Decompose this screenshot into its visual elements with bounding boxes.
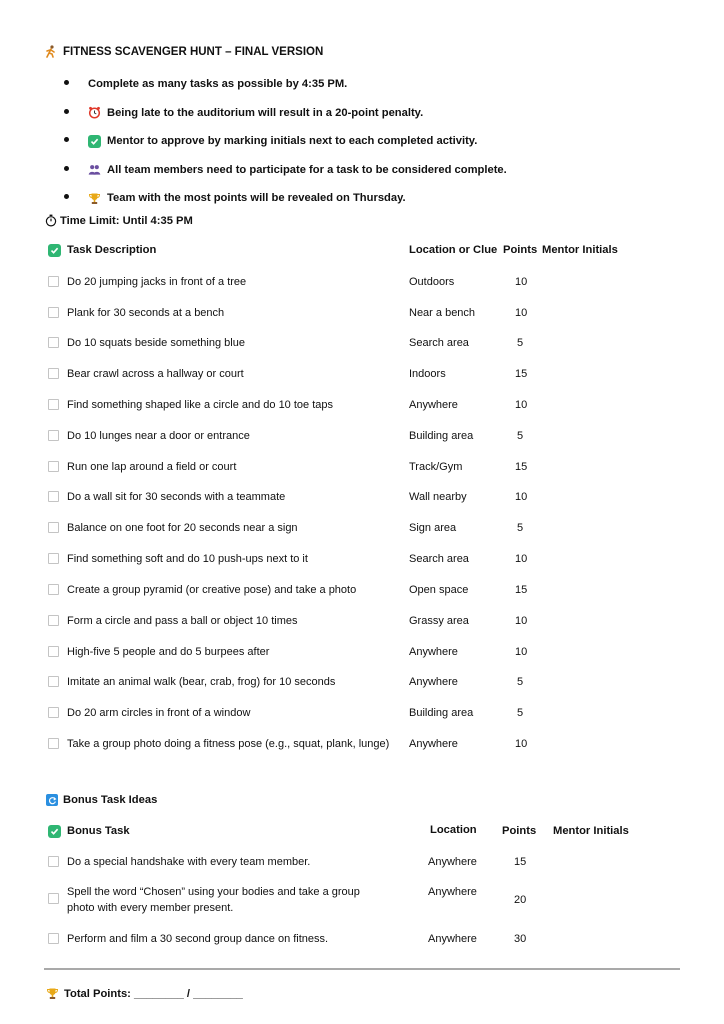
trophy-icon bbox=[46, 987, 59, 1000]
task-checkbox[interactable] bbox=[48, 337, 59, 348]
task-points: 5 bbox=[517, 336, 524, 349]
task-row bbox=[48, 605, 688, 636]
task-row bbox=[48, 574, 688, 605]
rule-text: Complete as many tasks as possible by 4:35 PM. bbox=[88, 78, 348, 91]
bonus-task-line: photo with every member present. bbox=[67, 902, 234, 914]
task-row bbox=[48, 451, 688, 482]
task-points: 5 bbox=[517, 521, 524, 534]
task-location: Building area bbox=[409, 429, 474, 442]
stopwatch-icon bbox=[44, 214, 57, 227]
task-checkbox[interactable] bbox=[48, 522, 59, 533]
task-description: Do 10 lunges near a door or entrance bbox=[67, 429, 250, 442]
task-checkbox[interactable] bbox=[48, 676, 59, 687]
task-checkbox[interactable] bbox=[48, 307, 59, 318]
task-points: 10 bbox=[515, 614, 528, 627]
task-points: 10 bbox=[515, 275, 528, 288]
task-location: Near a bench bbox=[409, 306, 476, 319]
task-checkbox[interactable] bbox=[48, 461, 59, 472]
task-description: Imitate an animal walk (bear, crab, frog) for 10 seconds bbox=[67, 675, 336, 688]
task-description: Find something soft and do 10 push-ups next to it bbox=[67, 552, 308, 565]
task-description: Find something shaped like a circle and do 10 toe taps bbox=[67, 398, 333, 411]
task-points: 10 bbox=[515, 306, 528, 319]
task-location: Search area bbox=[409, 336, 469, 349]
bonus-row bbox=[48, 882, 688, 928]
task-points: 5 bbox=[517, 706, 524, 719]
task-points: 15 bbox=[515, 583, 528, 596]
rule-item bbox=[62, 99, 702, 128]
bonus-task-text: Do a special handshake with every team member. bbox=[67, 855, 311, 868]
bullet-dot bbox=[64, 137, 69, 142]
bonus-row bbox=[48, 846, 688, 877]
task-points: 10 bbox=[515, 398, 528, 411]
task-checkbox[interactable] bbox=[48, 553, 59, 564]
task-description: Do a wall sit for 30 seconds with a teammate bbox=[67, 490, 286, 503]
bonus-checkbox[interactable] bbox=[48, 933, 59, 944]
bonus-points: 15 bbox=[514, 855, 527, 868]
title-text: FITNESS SCAVENGER HUNT – FINAL VERSION bbox=[63, 45, 324, 58]
task-row bbox=[48, 636, 688, 667]
check-box-icon bbox=[88, 135, 101, 148]
points-header: Points bbox=[503, 244, 538, 256]
task-checkbox[interactable] bbox=[48, 430, 59, 441]
task-points: 10 bbox=[515, 737, 528, 750]
task-row bbox=[48, 327, 688, 358]
rule-text: Mentor to approve by marking initials next to each completed activity. bbox=[107, 135, 478, 148]
time-limit bbox=[44, 214, 193, 227]
task-checkbox[interactable] bbox=[48, 615, 59, 626]
check-box-icon bbox=[48, 825, 61, 838]
task-row bbox=[48, 420, 688, 451]
rule-item bbox=[62, 156, 702, 185]
bonus-location: Anywhere bbox=[428, 855, 477, 868]
bonus-checkbox[interactable] bbox=[48, 856, 59, 867]
refresh-icon bbox=[46, 794, 58, 806]
total-points bbox=[46, 987, 243, 1000]
rule-item bbox=[62, 70, 702, 99]
task-row bbox=[48, 697, 688, 728]
task-points: 10 bbox=[515, 490, 528, 503]
task-points: 10 bbox=[515, 645, 528, 658]
total-points-text: Total Points: ________ / ________ bbox=[64, 987, 243, 1000]
rule-text: All team members need to participate for a task to be considered complete. bbox=[107, 163, 507, 176]
bonus-task-text: Perform and film a 30 second group dance on fitness. bbox=[67, 932, 329, 945]
task-location: Indoors bbox=[409, 367, 446, 380]
bullet-dot bbox=[64, 80, 69, 85]
task-description: Form a circle and pass a ball or object 10 times bbox=[67, 614, 298, 627]
bonus-points-header: Points bbox=[502, 825, 537, 837]
task-description: Take a group photo doing a fitness pose (e.g., squat, plank, lunge) bbox=[67, 737, 390, 750]
task-description: High-five 5 people and do 5 burpees after bbox=[67, 645, 270, 658]
task-location: Open space bbox=[409, 583, 469, 596]
task-row bbox=[48, 297, 688, 328]
bonus-row bbox=[48, 923, 688, 954]
bullet-dot bbox=[64, 166, 69, 171]
task-row bbox=[48, 543, 688, 574]
task-description: Run one lap around a field or court bbox=[67, 460, 237, 473]
task-location: Track/Gym bbox=[409, 460, 463, 473]
rule-item bbox=[62, 184, 702, 213]
bonus-checkbox[interactable] bbox=[48, 893, 59, 904]
task-location: Anywhere bbox=[409, 645, 458, 658]
document-title bbox=[44, 45, 323, 58]
task-row bbox=[48, 512, 688, 543]
task-checkbox[interactable] bbox=[48, 646, 59, 657]
header-label: Task Description bbox=[67, 244, 157, 256]
check-box-icon bbox=[48, 244, 61, 257]
task-row bbox=[48, 728, 688, 759]
task-description-header bbox=[48, 242, 156, 258]
bonus-heading-text: Bonus Task Ideas bbox=[63, 794, 158, 806]
bonus-points: 20 bbox=[514, 894, 527, 906]
task-location: Anywhere bbox=[409, 737, 458, 750]
mentor-initials-header: Mentor Initials bbox=[542, 244, 618, 256]
task-location: Anywhere bbox=[409, 675, 458, 688]
bonus-location-header: Location bbox=[430, 824, 477, 836]
task-points: 5 bbox=[517, 675, 524, 688]
task-checkbox[interactable] bbox=[48, 276, 59, 287]
task-checkbox[interactable] bbox=[48, 584, 59, 595]
people-icon bbox=[88, 163, 101, 176]
runner-icon bbox=[44, 45, 57, 58]
trophy-icon bbox=[88, 192, 101, 205]
bonus-heading bbox=[46, 794, 157, 806]
header-label: Bonus Task bbox=[67, 825, 130, 837]
bullet-dot bbox=[64, 109, 69, 114]
task-location: Grassy area bbox=[409, 614, 469, 627]
task-row bbox=[48, 389, 688, 420]
task-row bbox=[48, 666, 688, 697]
task-description: Do 20 jumping jacks in front of a tree bbox=[67, 275, 247, 288]
alarm-clock-icon bbox=[88, 106, 101, 119]
rule-item bbox=[62, 127, 702, 156]
task-description: Balance on one foot for 20 seconds near a sign bbox=[67, 521, 298, 534]
bonus-task-text bbox=[67, 884, 360, 916]
task-checkbox[interactable] bbox=[48, 707, 59, 718]
rule-text: Being late to the auditorium will result in a 20-point penalty. bbox=[107, 106, 424, 119]
rules-list bbox=[62, 70, 702, 213]
task-description: Plank for 30 seconds at a bench bbox=[67, 306, 225, 319]
task-location: Outdoors bbox=[409, 275, 455, 288]
task-description: Do 20 arm circles in front of a window bbox=[67, 706, 251, 719]
task-description: Bear crawl across a hallway or court bbox=[67, 367, 244, 380]
task-description: Do 10 squats beside something blue bbox=[67, 336, 245, 349]
bonus-task-line: Spell the word “Chosen” using your bodies and take a group bbox=[67, 886, 360, 898]
task-points: 5 bbox=[517, 429, 524, 442]
task-row bbox=[48, 266, 688, 297]
bullet-dot bbox=[64, 194, 69, 199]
task-checkbox[interactable] bbox=[48, 738, 59, 749]
rule-text: Team with the most points will be revealed on Thursday. bbox=[107, 192, 406, 205]
task-location: Sign area bbox=[409, 521, 457, 534]
divider bbox=[44, 968, 680, 970]
task-checkbox[interactable] bbox=[48, 491, 59, 502]
task-points: 15 bbox=[515, 367, 528, 380]
task-points: 10 bbox=[515, 552, 528, 565]
task-checkbox[interactable] bbox=[48, 399, 59, 410]
task-location: Building area bbox=[409, 706, 474, 719]
time-limit-text: Time Limit: Until 4:35 PM bbox=[60, 214, 193, 227]
task-row bbox=[48, 481, 688, 512]
bonus-location: Anywhere bbox=[428, 886, 477, 898]
bonus-location: Anywhere bbox=[428, 932, 477, 945]
location-header: Location or Clue bbox=[409, 244, 498, 256]
task-location: Anywhere bbox=[409, 398, 458, 411]
task-location: Wall nearby bbox=[409, 490, 467, 503]
task-row bbox=[48, 358, 688, 389]
bonus-points: 30 bbox=[514, 932, 527, 945]
task-description: Create a group pyramid (or creative pose) and take a photo bbox=[67, 583, 357, 596]
bonus-task-header bbox=[48, 823, 130, 839]
task-checkbox[interactable] bbox=[48, 368, 59, 379]
bonus-initials-header: Mentor Initials bbox=[553, 825, 629, 837]
task-points: 15 bbox=[515, 460, 528, 473]
task-location: Search area bbox=[409, 552, 469, 565]
